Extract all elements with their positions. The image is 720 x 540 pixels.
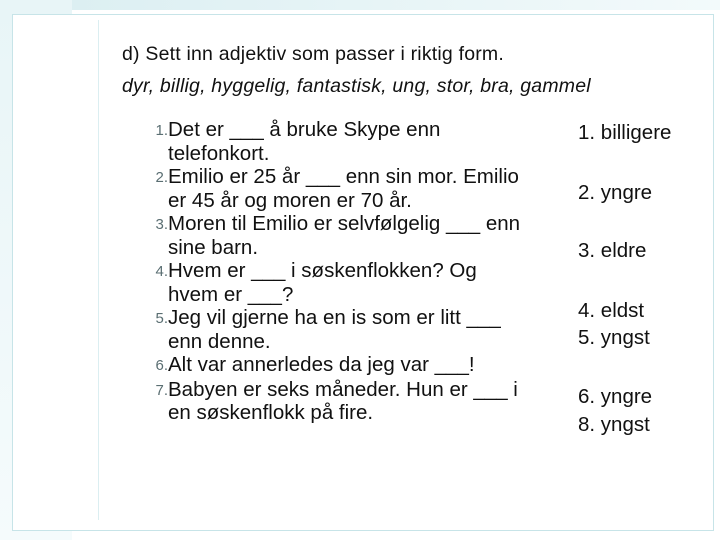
- exercise-list: [118, 118, 528, 425]
- answer-item: 4. eldst: [578, 299, 645, 322]
- item-text: Hvem er ___ i søskenflokken? Og hvem er ___?: [168, 259, 477, 306]
- item-text: Jeg vil gjerne ha en is som er litt ___ enn denne.: [168, 306, 501, 353]
- list-item: [118, 353, 528, 378]
- heading: [122, 38, 702, 102]
- item-text: Babyen er seks måneder. Hun er ___ i en søskenflokk på fire.: [168, 377, 518, 424]
- exercise-title: d) Sett inn adjektiv som passer i riktig form.: [122, 43, 504, 65]
- item-number: 7.: [155, 381, 168, 399]
- list-item: [118, 118, 528, 165]
- list-item: [118, 259, 528, 306]
- item-number: 3.: [155, 216, 168, 233]
- list-item: [118, 212, 528, 259]
- item-number: 2.: [155, 169, 168, 186]
- item-number: 5.: [155, 310, 168, 327]
- answer-item: 3. eldre: [578, 239, 647, 262]
- item-number: 6.: [155, 357, 168, 374]
- list-item: [118, 306, 528, 353]
- answer-item: 6. yngre: [578, 385, 653, 408]
- list-item: [118, 378, 528, 425]
- list-item: [118, 165, 528, 212]
- item-text: Emilio er 25 år ___ enn sin mor. Emilio er 45 år og moren er 70 år.: [168, 165, 519, 212]
- item-text: Det er ___ å bruke Skype enn telefonkort.: [168, 118, 441, 165]
- answer-item: 8. yngst: [578, 413, 650, 436]
- word-bank: dyr, billig, hyggelig, fantastisk, ung, stor, bra, gammel: [122, 75, 591, 97]
- item-text: Alt var annerledes da jeg var ___!: [168, 353, 475, 376]
- decorative-top-bar: [72, 0, 720, 10]
- item-number: 1.: [155, 122, 168, 139]
- decorative-divider: [98, 20, 99, 520]
- answer-item: 5. yngst: [578, 326, 650, 349]
- answer-item: 2. yngre: [578, 181, 653, 204]
- item-number: 4.: [155, 263, 168, 280]
- item-text: Moren til Emilio er selvfølgelig ___ enn sine barn.: [168, 212, 521, 259]
- answer-item: 1. billigere: [578, 121, 672, 144]
